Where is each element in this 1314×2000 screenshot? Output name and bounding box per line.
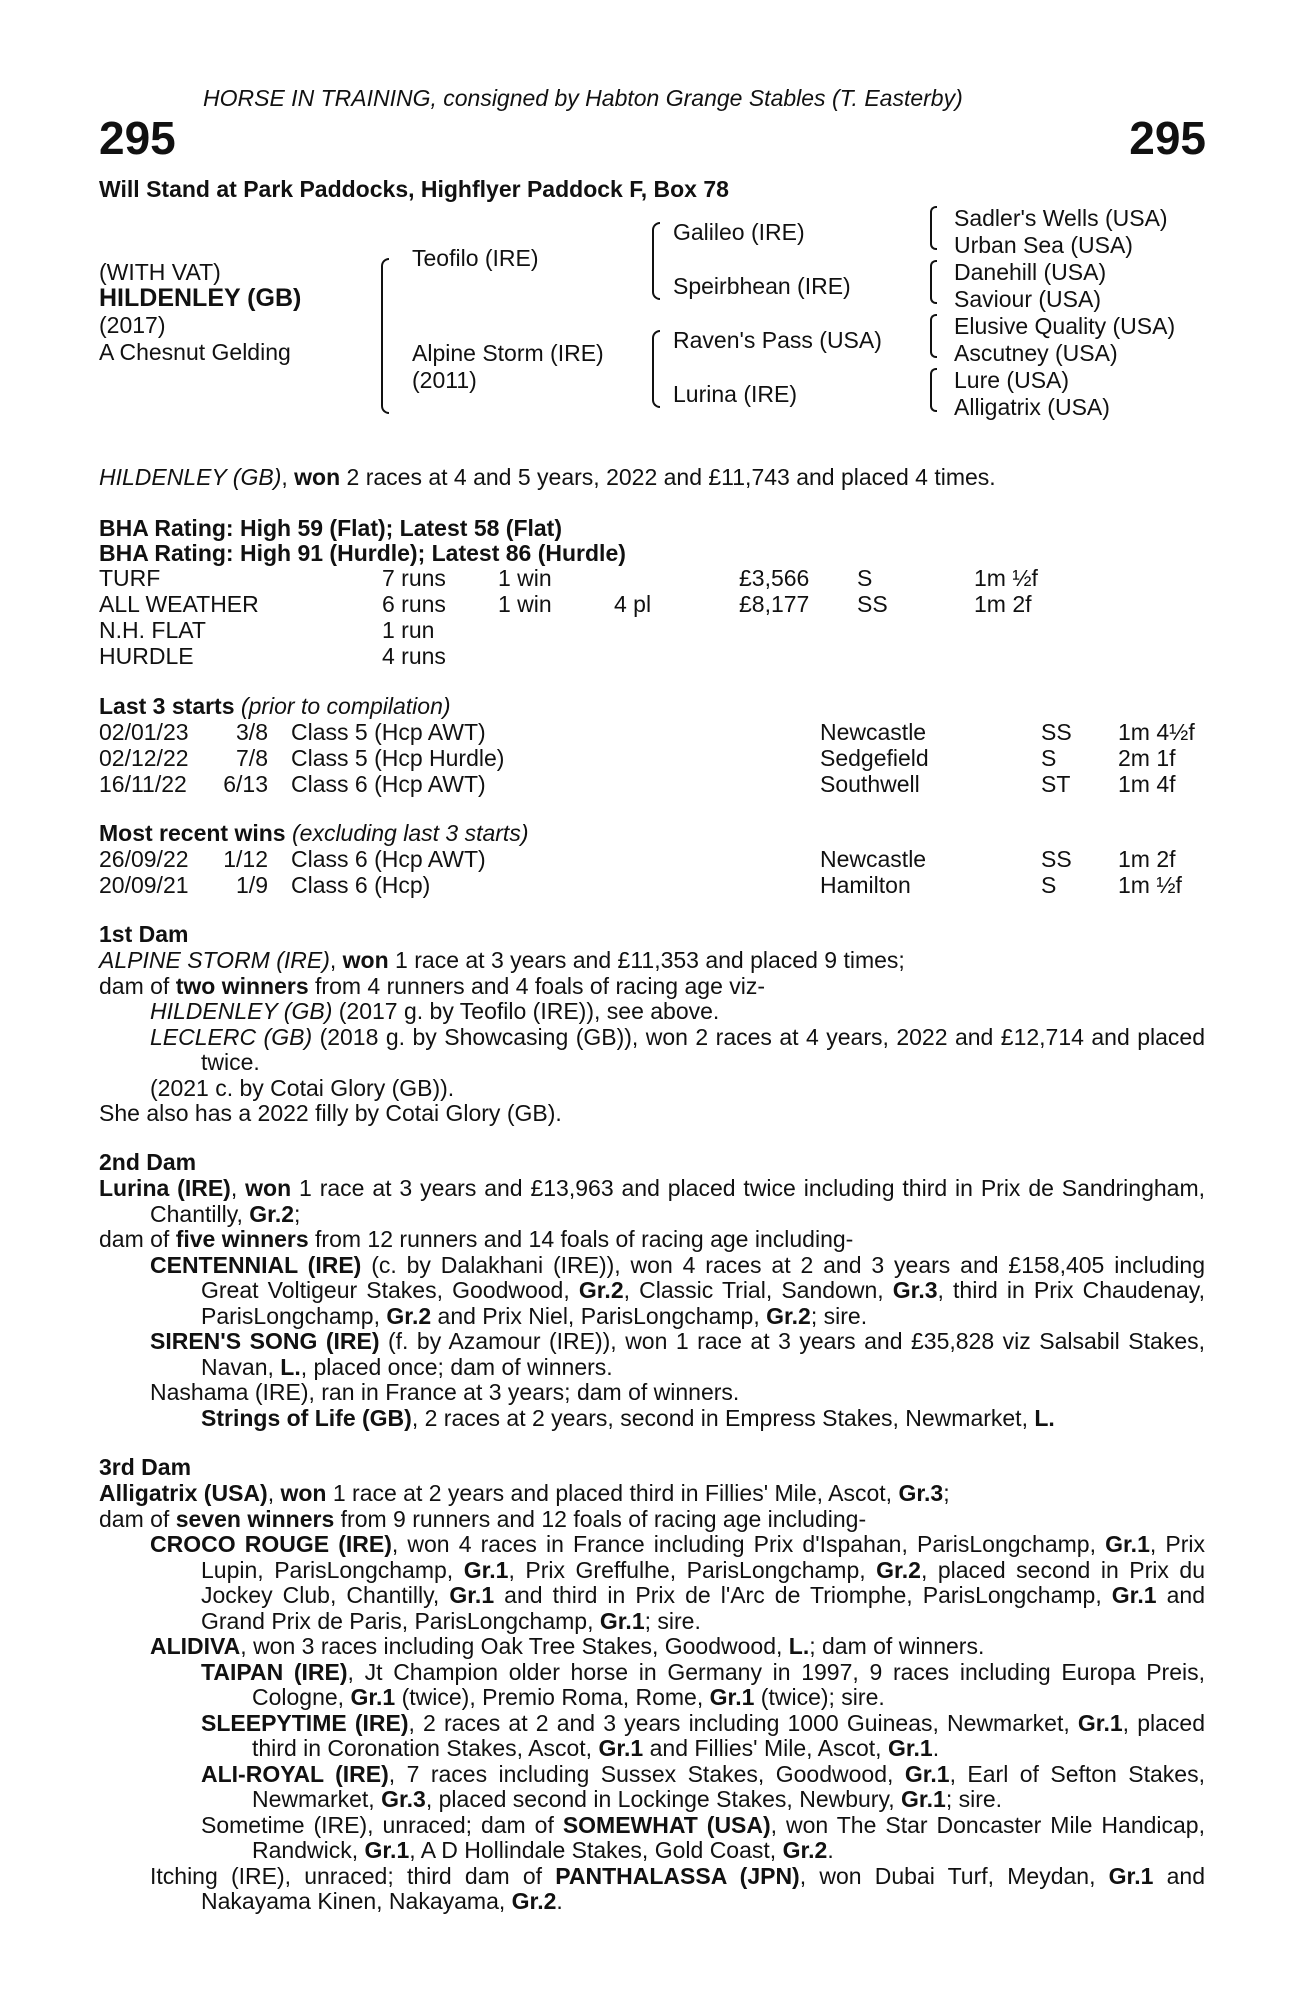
start-date: 02/12/22: [99, 745, 189, 771]
grade: Gr.2: [578, 1277, 624, 1303]
grade: Gr.1: [904, 1760, 950, 1787]
text: (f. by Azamour (IRE)), won 1 race at 3 years and £35,828 viz Salsabil Stakes, Navan,: [201, 1328, 1205, 1380]
brace-sire-dam: [381, 258, 389, 414]
win-position: 1/9: [236, 872, 268, 898]
start-race: Class 6 (Hcp AWT): [291, 771, 486, 797]
text: , Prix Greffulhe, ParisLongchamp,: [508, 1556, 877, 1583]
pedigree-sdd: Saviour (USA): [954, 286, 1101, 312]
record-wins: 1 win: [498, 565, 552, 591]
text: 1 race at 3 years and £13,963 and placed twice including third in Prix de Sandringham, Chantilly,: [150, 1175, 1205, 1227]
grade: L.: [1034, 1404, 1055, 1431]
grade: Gr.1: [598, 1735, 644, 1761]
race-summary: HILDENLEY (GB), won 2 races at 4 and 5 years, 2022 and £11,743 and placed 4 times.: [99, 464, 996, 490]
win-going: S: [1041, 872, 1057, 898]
text: , placed second in Lockinge Stakes, Newbury,: [425, 1786, 902, 1812]
text: , Jt Champion older horse in Germany in 1997, 9 races including Europa Preis, Cologne,: [252, 1658, 1205, 1710]
record-surface: ALL WEATHER: [99, 591, 259, 617]
produce-name: SIREN'S SONG (IRE): [150, 1328, 380, 1354]
pedigree-sss: Sadler's Wells (USA): [954, 205, 1168, 231]
table-row: [99, 873, 1209, 899]
text: 1 race at 2 years and placed third in Fillies' Mile, Ascot,: [326, 1480, 899, 1506]
start-distance: 1m 4f: [1118, 771, 1176, 797]
start-race: Class 5 (Hcp AWT): [291, 719, 486, 745]
win-position: 1/12: [223, 846, 268, 872]
grade: Gr.1: [1077, 1709, 1123, 1736]
vat-note: (WITH VAT): [99, 259, 221, 285]
second-dam-heading: 2nd Dam: [99, 1149, 197, 1175]
brace-g1: [930, 206, 937, 250]
win-distance: 1m 2f: [1118, 846, 1176, 872]
text: .: [932, 1735, 940, 1761]
grade: Gr.1: [1111, 1582, 1157, 1608]
start-going: ST: [1041, 771, 1071, 797]
text: dam of: [99, 972, 176, 999]
record-row: [99, 644, 1209, 670]
rating-flat: BHA Rating: High 59 (Flat); Latest 58 (Flat): [99, 515, 562, 541]
record-runs: 6 runs: [382, 591, 446, 617]
record-runs: 7 runs: [382, 565, 446, 591]
record-prize: £8,177: [739, 591, 810, 617]
pedigree-dsd: Ascutney (USA): [954, 340, 1118, 366]
text: (c. by Dalakhani (IRE)), won 4 races at 2 and 3 years and £158,405 including Great Voltigeur Stakes, Goodwood,: [201, 1251, 1205, 1303]
produce-name: Strings of Life (GB): [201, 1404, 412, 1431]
record-distance: 1m 2f: [974, 591, 1032, 617]
pedigree-sire-sire: Galileo (IRE): [673, 219, 805, 245]
text: dam of: [99, 1505, 176, 1532]
first-dam-section: ALPINE STORM (IRE), won 1 race at 3 years and £11,353 and placed 9 times; dam of two winners from 4 runners and 4 foals of racing age viz- HILDENLEY (GB) (2017 g. by Teofilo (IRE)), see above. LECLERC (GB) (2018 g. by Showcasing (GB)), won 2 races at 4 years, 2022 and £12,714 and placed twice. (2021 c. by Cotai Glory (GB)). She also has a 2022 filly by Cotai Glory (GB).: [99, 947, 1205, 1126]
grade: Gr.2: [249, 1200, 295, 1227]
dam-name: Alligatrix (USA): [99, 1480, 268, 1506]
produce-record: (2021 c. by Cotai Glory (GB)).: [150, 1074, 455, 1101]
winners-count: two winners: [175, 972, 309, 999]
pedigree-ssd: Urban Sea (USA): [954, 232, 1133, 258]
grade: Gr.1: [709, 1684, 755, 1710]
win-race: Class 6 (Hcp): [291, 872, 431, 898]
third-dam-heading: 3rd Dam: [99, 1454, 192, 1480]
record-wins: 1 win: [498, 591, 552, 617]
text: from 4 runners and 4 foals of racing age viz-: [308, 972, 766, 999]
winners-count: seven winners: [175, 1505, 335, 1532]
text: ; sire.: [644, 1607, 701, 1634]
stand-location: Will Stand at Park Paddocks, Highflyer Paddock F, Box 78: [99, 176, 729, 202]
text: , won Dubai Turf, Meydan,: [799, 1862, 1109, 1889]
recent-wins-title: Most recent wins: [99, 820, 286, 846]
won-label: won: [245, 1175, 292, 1201]
produce-name: HILDENLEY (GB): [150, 998, 333, 1024]
grade: Gr.2: [876, 1556, 921, 1583]
record-placed: 4 pl: [614, 591, 652, 617]
produce-name: SLEEPYTIME (IRE): [201, 1709, 409, 1736]
start-course: Sedgefield: [820, 745, 929, 771]
produce-name: SOMEWHAT (USA): [562, 1811, 771, 1838]
pedigree-dam-year: (2011): [412, 367, 477, 393]
start-going: S: [1041, 745, 1057, 771]
start-course: Southwell: [820, 771, 920, 797]
grade: L.: [788, 1633, 810, 1659]
last-starts-heading: [99, 694, 451, 720]
dam-name: ALPINE STORM (IRE): [99, 947, 330, 973]
grade: Gr.2: [766, 1302, 811, 1329]
text: , 2 races at 2 and 3 years including 1000 Guineas, Newmarket,: [408, 1709, 1078, 1736]
produce-name: ALIDIVA: [150, 1633, 241, 1659]
grade: L.: [280, 1353, 301, 1380]
win-going: SS: [1041, 846, 1072, 872]
text: from 9 runners and 12 foals of racing age including-: [334, 1505, 867, 1532]
record-row: [99, 592, 1209, 618]
record-row: [99, 618, 1209, 644]
start-position: 3/8: [236, 719, 268, 745]
text: ; sire.: [945, 1786, 1003, 1812]
last-starts-title: Last 3 starts: [99, 693, 235, 719]
horse-description: A Chesnut Gelding: [99, 339, 291, 365]
start-distance: 2m 1f: [1118, 745, 1176, 771]
produce-name: CENTENNIAL (IRE): [150, 1251, 362, 1278]
grade: Gr.1: [463, 1556, 509, 1583]
text: from 12 runners and 14 foals of racing age including-: [308, 1226, 854, 1252]
grade: Gr.3: [381, 1786, 426, 1812]
brace-g4: [930, 368, 937, 412]
text: and Grand Prix de Paris, ParisLongchamp,: [201, 1582, 1205, 1634]
text: Itching (IRE), unraced; third dam of: [150, 1862, 556, 1889]
text: .: [556, 1888, 563, 1914]
pedigree-dam: Alpine Storm (IRE): [412, 340, 604, 366]
record-runs: 1 run: [382, 617, 435, 643]
first-dam-heading: 1st Dam: [99, 921, 189, 947]
brace-dam-line: [652, 330, 660, 408]
winners-count: five winners: [175, 1226, 309, 1252]
produce-name: PANTHALASSA (JPN): [555, 1862, 800, 1889]
win-course: Newcastle: [820, 846, 927, 872]
summary-rest: 2 races at 4 and 5 years, 2022 and £11,743 and placed 4 times.: [340, 464, 996, 490]
produce-name: LECLERC (GB): [150, 1023, 313, 1050]
recent-wins-note: (excluding last 3 starts): [292, 820, 529, 846]
lot-number-right: 295: [1129, 112, 1206, 164]
grade: Gr.1: [887, 1735, 933, 1761]
horse-year: (2017): [99, 312, 166, 338]
start-position: 7/8: [236, 745, 268, 771]
brace-sire-line: [652, 222, 660, 300]
start-race: Class 5 (Hcp Hurdle): [291, 745, 505, 771]
win-course: Hamilton: [820, 872, 911, 898]
text: ;: [943, 1480, 950, 1506]
record-row: [99, 566, 1209, 592]
grade: Gr.1: [449, 1582, 495, 1608]
pedigree-ddd: Alligatrix (USA): [954, 394, 1110, 420]
produce-name: ALI-ROYAL (IRE): [201, 1760, 389, 1787]
table-row: [99, 847, 1209, 873]
won-label: won: [280, 1480, 327, 1506]
produce-record: (2017 g. by Teofilo (IRE)), see above.: [332, 998, 720, 1024]
text: and third in Prix de l'Arc de Triomphe, ParisLongchamp,: [494, 1582, 1112, 1608]
text: , Earl of Sefton Stakes, Newmarket,: [252, 1760, 1205, 1812]
start-course: Newcastle: [820, 719, 927, 745]
text: , placed third in Coronation Stakes, Ascot,: [252, 1709, 1205, 1761]
produce-name: TAIPAN (IRE): [201, 1658, 348, 1685]
text: , third in Prix Chaudenay, ParisLongchamp,: [201, 1277, 1205, 1329]
produce-record: Nashama (IRE), ran in France at 3 years; dam of winners.: [150, 1379, 740, 1405]
table-row: [99, 746, 1209, 772]
grade: Gr.2: [782, 1837, 828, 1863]
win-date: 20/09/21: [99, 872, 189, 898]
text: Sometime (IRE), unraced; dam of: [201, 1811, 563, 1838]
win-date: 26/09/22: [99, 846, 189, 872]
win-race: Class 6 (Hcp AWT): [291, 846, 486, 872]
pedigree-dam-sire: Raven's Pass (USA): [673, 327, 882, 353]
summary-won: won: [294, 464, 341, 490]
dam-name: Lurina (IRE): [99, 1175, 231, 1201]
text: , won 4 races in France including Prix d'Ispahan, ParisLongchamp,: [391, 1531, 1106, 1557]
last-starts-note: (prior to compilation): [240, 693, 451, 719]
grade: Gr.1: [1108, 1862, 1154, 1889]
grade: Gr.2: [511, 1888, 557, 1914]
dam-record: 1 race at 3 years and £11,353 and placed 9 times;: [388, 947, 905, 973]
third-dam-section: Alligatrix (USA), won 1 race at 2 years and placed third in Fillies' Mile, Ascot, Gr.3; dam of seven winners from 9 runners and 12 foals of racing age including- CROCO ROUGE (IRE), won 4 races in France including Prix d'Ispahan, ParisLongchamp, Gr.1, Prix Lupin, ParisLongchamp, Gr.1, Prix Greffulhe, ParisLongchamp, Gr.2, placed second in Prix du Jockey Club, Chantilly, Gr.1 and third in Prix de l'Arc de Triomphe, ParisLongchamp, Gr.1 and Grand Prix de Paris, ParisLongchamp, Gr.1; sire. ALIDIVA, won 3 races including Oak Tree Stakes, Goodwood, L.; dam of winners. TAIPAN (IRE), Jt Champion older horse in Germany in 1997, 9 races including Europa Preis, Cologne, Gr.1 (twice), Premio Roma, Rome, Gr.1 (twice); sire. SLEEPYTIME (IRE), 2 races at 2 and 3 years including 1000 Guineas, Newmarket, Gr.1, placed third in Coronation Stakes, Ascot, Gr.1 and Fillies' Mile, Ascot, Gr.1. ALI-ROYAL (IRE), 7 races including Sussex Stakes, Goodwood, Gr.1, Earl of Sefton Stakes, Newmarket, Gr.3, placed second in Lockinge Stakes, Newbury, Gr.1; sire. Sometime (IRE), unraced; dam of SOMEWHAT (USA), won The Star Doncaster Mile Handicap, Randwick, Gr.1, A D Hollindale Stakes, Gold Coast, Gr.2. Itching (IRE), unraced; third dam of PANTHALASSA (JPN), won Dubai Turf, Meydan, Gr.1 and Nakayama Kinen, Nakayama, Gr.2.: [99, 1480, 1206, 1914]
text: .: [827, 1837, 834, 1863]
text: and Fillies' Mile, Ascot,: [643, 1735, 888, 1761]
pedigree-sire: Teofilo (IRE): [412, 245, 539, 271]
text: , 7 races including Sussex Stakes, Goodwood,: [388, 1760, 905, 1787]
record-going: S: [857, 565, 873, 591]
start-going: SS: [1041, 719, 1072, 745]
pedigree-dam-dam: Lurina (IRE): [673, 381, 797, 407]
record-runs: 4 runs: [382, 643, 446, 669]
text: ;: [294, 1200, 301, 1227]
start-date: 02/01/23: [99, 719, 189, 745]
grade: Gr.2: [386, 1302, 432, 1329]
pedigree-sire-dam: Speirbhean (IRE): [673, 273, 851, 299]
text: (twice); sire.: [754, 1684, 885, 1710]
text: and Nakayama Kinen, Nakayama,: [201, 1862, 1206, 1914]
pedigree-dss: Elusive Quality (USA): [954, 313, 1176, 339]
won-label: won: [342, 947, 389, 973]
text: ; sire.: [810, 1302, 868, 1329]
summary-horse-name: HILDENLEY (GB): [99, 464, 282, 490]
text: , won The Star Doncaster Mile Handicap, Randwick,: [252, 1811, 1205, 1863]
start-distance: 1m 4½f: [1118, 719, 1195, 745]
lot-number-left: 295: [99, 112, 176, 164]
pedigree-sds: Danehill (USA): [954, 259, 1107, 285]
grade: Gr.1: [901, 1786, 946, 1812]
horse-name: HILDENLEY (GB): [99, 284, 302, 312]
text: , placed second in Prix du Jockey Club, Chantilly,: [201, 1556, 1205, 1608]
grade: Gr.1: [1105, 1531, 1150, 1557]
grade: Gr.1: [599, 1607, 645, 1634]
grade: Gr.3: [892, 1277, 938, 1303]
text: (twice), Premio Roma, Rome,: [395, 1684, 710, 1710]
record-surface: N.H. FLAT: [99, 617, 206, 643]
text: , Classic Trial, Sandown,: [623, 1277, 893, 1303]
text: , placed once; dam of winners.: [300, 1353, 613, 1380]
text: , 2 races at 2 years, second in Empress Stakes, Newmarket,: [411, 1404, 1035, 1431]
grade: Gr.1: [350, 1684, 396, 1710]
win-distance: 1m ½f: [1118, 872, 1182, 898]
pedigree-dds: Lure (USA): [954, 367, 1070, 393]
text: , A D Hollindale Stakes, Gold Coast,: [409, 1837, 783, 1863]
record-surface: HURDLE: [99, 643, 194, 669]
text: and Prix Niel, ParisLongchamp,: [431, 1302, 767, 1329]
brace-g2: [930, 260, 937, 304]
text: , won 3 races including Oak Tree Stakes, Goodwood,: [240, 1633, 789, 1659]
consignor-line: HORSE IN TRAINING, consigned by Habton Grange Stables (T. Easterby): [203, 85, 963, 111]
record-surface: TURF: [99, 565, 161, 591]
start-position: 6/13: [223, 771, 268, 797]
brace-g3: [930, 314, 937, 358]
record-going: SS: [857, 591, 888, 617]
table-row: [99, 720, 1209, 746]
text: ; dam of winners.: [809, 1633, 985, 1659]
grade: Gr.3: [898, 1480, 944, 1506]
produce-name: CROCO ROUGE (IRE): [150, 1531, 392, 1557]
table-row: [99, 772, 1209, 798]
grade: Gr.1: [364, 1837, 410, 1863]
second-dam-section: Lurina (IRE), won 1 race at 3 years and £13,963 and placed twice including third in Prix de Sandringham, Chantilly, Gr.2; dam of five winners from 12 runners and 14 foals of racing age including- CENTENNIAL (IRE) (c. by Dalakhani (IRE)), won 4 races at 2 and 3 years and £158,405 including Great Voltigeur Stakes, Goodwood, Gr.2, Classic Trial, Sandown, Gr.3, third in Prix Chaudenay, ParisLongchamp, Gr.2 and Prix Niel, ParisLongchamp, Gr.2; sire. SIREN'S SONG (IRE) (f. by Azamour (IRE)), won 1 race at 3 years and £35,828 viz Salsabil Stakes, Navan, L., placed once; dam of winners. Nashama (IRE), ran in France at 3 years; dam of winners. Strings of Life (GB), 2 races at 2 years, second in Empress Stakes, Newmarket, L.: [99, 1175, 1205, 1431]
produce-record: She also has a 2022 filly by Cotai Glory (GB).: [99, 1100, 562, 1126]
start-date: 16/11/22: [99, 771, 187, 797]
recent-wins-heading: [99, 821, 528, 847]
text: , Prix Lupin, ParisLongchamp,: [201, 1531, 1206, 1583]
record-distance: 1m ½f: [974, 565, 1038, 591]
record-prize: £3,566: [739, 565, 810, 591]
text: dam of: [99, 1226, 176, 1252]
produce-record: (2018 g. by Showcasing (GB)), won 2 races at 4 years, 2022 and £12,714 and placed twice.: [201, 1023, 1205, 1075]
rating-hurdle: BHA Rating: High 91 (Hurdle); Latest 86 (Hurdle): [99, 540, 626, 566]
